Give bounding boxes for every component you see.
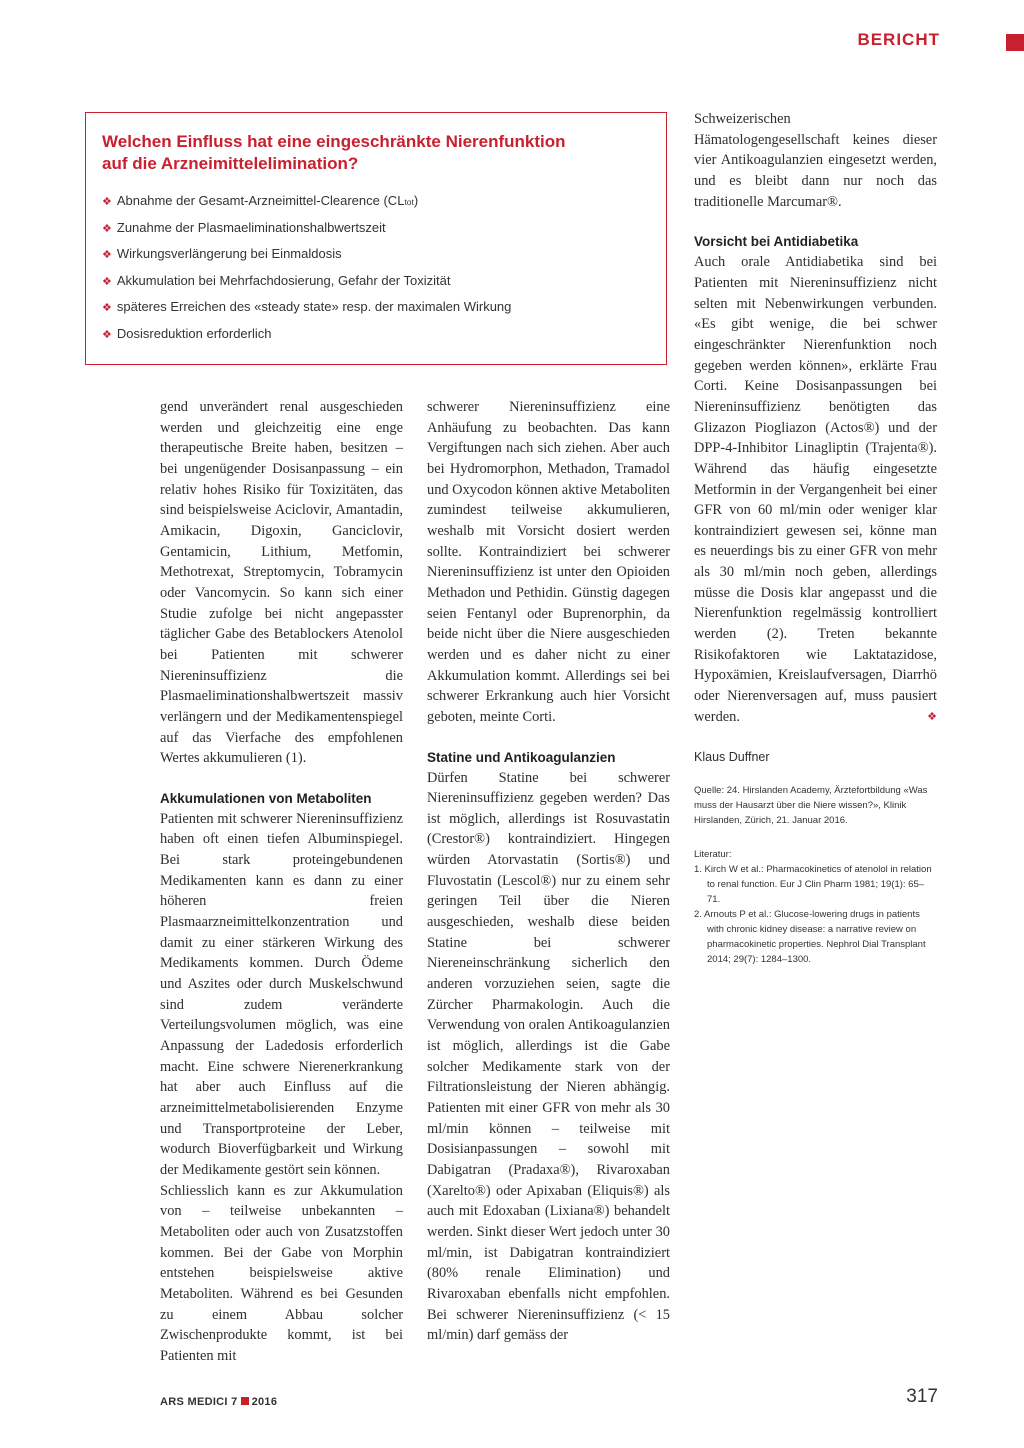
source-note: Quelle: 24. Hirslanden Academy, Ärztefortbildung «Was muss der Hausarzt über die Niere wissen?», Klinik Hirslanden, Zürich, 21. Januar 2016.: [694, 785, 928, 827]
paragraph: Patienten mit schwerer Niereninsuffizienz haben oft einen tiefen Albuminspiegel. Bei stark proteingebundenen Medikamenten kann es dann zu einer höheren freien Plasmaarzneimittelkonzentration und damit zu einer stärkeren Wirkung des Medikaments kommen. Durch Ödeme und Aszites oder durch Muskelschwund sind zudem veränderte Verteilungsvolumen möglich, was eine Anpassung der Ladedosis erforderlich macht. Eine schwere Nierenerkrankung hat aber auch Einfluss auf die arzneimittelmetabolisierenden Enzyme und Transportproteine der Leber, wodurch Bioverfügbarkeit und Wirkung der Medikamente gestört sein können.: [160, 810, 403, 1178]
paragraph: Schliesslich kann es zur Akkumulation von – teilweise unbekannten – Metaboliten oder auch von Zusatzstoffen kommen. Bei der Gabe von Morphin entstehen beispielsweise aktive Metaboliten. Während es bei Gesunden zu einem Abbau solcher Zwischenprodukte kommt, ist bei Patienten mit: [160, 1182, 403, 1364]
info-box-item: ❖ Abnahme der Gesamt-Arzneimittel-Clearence (CLtot): [102, 193, 419, 208]
literature-heading: Literatur:: [694, 849, 732, 861]
journal-year: 2016: [251, 1396, 278, 1408]
paragraph: Schweizerischen Hämatologengesellschaft keines dieser vier Antikoagulanzien eingesetzt werden, und es bleibt dann nur noch das traditionelle Marcumar®.: [694, 111, 937, 210]
subheading: Akkumulationen von Metaboliten: [160, 790, 372, 806]
info-box-item: ❖ späteres Erreichen des «steady state» resp. der maximalen Wirkung: [102, 299, 512, 314]
corner-marker: [1006, 34, 1024, 51]
info-box-item: ❖ Zunahme der Plasmaeliminationshalbwertszeit: [102, 219, 386, 235]
diamond-bullet-icon: ❖: [102, 249, 112, 261]
reference-list: [694, 862, 937, 967]
reference-item: 2. Arnouts P et al.: Glucose-lowering drugs in patients with chronic kidney disease: a narrative review on pharmacokinetic properties. Nephrol Dial Transplant 2014; 29(7): 1284–1300.: [694, 909, 926, 966]
subheading: Vorsicht bei Antidiabetika: [694, 234, 859, 250]
info-box-list: [102, 193, 650, 343]
article-column-2: [427, 397, 670, 1346]
diamond-bullet-icon: ❖: [102, 328, 112, 341]
page-number: 317: [906, 1386, 938, 1407]
paragraph: gend unverändert renal ausgeschieden werden und gleichzeitig eine enge therapeutische Breite haben, besitzen – bei ungenügender Dosisanpassung – ein relativ hohes Risiko für Toxizitäten, das sind beispielsweise Aciclovir, Amantadin, Amikacin, Digoxin, Ganciclovir, Gentamicin, Lithium, Metfomin, Methotrexat, Streptomycin, Tobramycin oder Vancomycin. So kann sich einer Studie zufolge bei nicht angepasster täglicher Gabe des Betablockers Atenolol bei Patienten mit schwerer Niereninsuffizienz die Plasmaeliminationshalbwertszeit massiv verlängern und der Medikamentenspiegel auf das Vierfache des empfohlenen Wertes akkumulieren (1).: [160, 399, 403, 767]
info-box-title-line1: Welchen Einfluss hat eine eingeschränkte Nierenfunktion: [102, 132, 566, 151]
info-box-title: [102, 131, 650, 175]
paragraph: schwerer Niereninsuffizienz eine Anhäufung zu beobachten. Das kann Vergiftungen nach sich ziehen. Aber auch bei Hydromorphon, Methadon, Tramadol und Oxycodon können aktive Metaboliten zumindest teilweise akkumulieren, weshalb mit Vorsicht dosiert werden sollte. Kontraindiziert bei schwerer Niereninsuffizienz ist unter den Opioiden Methadon und Pethidin. Günstig dagegen seien Fentanyl oder Buprenorphin, da beide nicht über die Niere ausgeschieden werden und es daher nicht zu einer Akkumulation kommt. Allerdings sei bei schwerer Erkrankung auch hier Vorsicht geboten, meinte Corti.: [427, 399, 670, 725]
diamond-bullet-icon: ❖: [102, 302, 112, 314]
paragraph: Dürfen Statine bei schwerer Niereninsuffizienz gegeben werden? Das ist möglich, allerdings ist Rosuvastatin (Crestor®) kontraindiziert. Hingegen würden Atorvastatin (Sortis®) und Fluvostatin (Lescol®) nur zu einem sehr geringen Teil über die Nieren ausgeschieden, weshalb diese beiden Statine bei schwerer Niereneinschränkung sicherlich den anderen vorzuziehen seien, sagte die Zürcher Pharmakologin. Auch die Verwendung von oralen Antikoagulanzien ist möglich, allerdings ist die Gabe solcher Medikamente stark von der Filtrationsleistung der Nieren abhängig. Patienten mit einer GFR von mehr als 30 ml/min können – teilweise mit Dosisianpassungen – sowohl mit Dabigatran (Pradaxa®), Rivaroxaban (Xarelto®) oder Apixaban (Eliquis®) als auch mit Edoxaban (Lixiana®) behandelt werden. Sinkt dieser Wert jedoch unter 30 ml/min, ist Dabigatran kontraindiziert (80% renale Elimination) und Rivaroxaban ebenfalls nicht empfohlen. Bei schwerer Niereninsuffizienz (< 15 ml/min) darf gemäss der: [427, 769, 670, 1344]
paragraph: Auch orale Antidiabetika sind bei Patienten mit Niereninsuffizienz nicht selten mit Nebenwirkungen verbunden. «Es gibt wenige, die bei schwer eingeschränkter Nierenfunktion noch gegeben werden können», erklärte Frau Corti. Keine Dosisanpassungen bei Niereninsuffizienz benötigten das Glizazon Piogliazon (Actos®) und der DPP-4-Inhibitor Linagliptin (Trajenta®). Während das häufig eingesetzte Metformin in der Vergangenheit bei einer GFR von 60 ml/min oder weniger klar kontraindiziert gewesen sei, könne man es neuerdings bis zu einer GFR von mehr als 30 ml/min noch geben, allerdings müsse die Dosis klar angepasst und die Nierenfunktion regelmässig kontrolliert werden (2). Treten bekannte Risikofaktoren wie Laktatazidose, Hypoxämien, Kreislaufversagen, Diarrhö oder Nierenversagen auf, muss pausiert werden. ❖: [694, 252, 937, 727]
info-box: [85, 112, 667, 365]
article-column-1: [160, 397, 403, 1367]
journal-name: ARS MEDICI 7: [160, 1396, 238, 1408]
reference-item: 1. Kirch W et al.: Pharmacokinetics of atenolol in relation to renal function. Eur J Clin Pharm 1981; 19(1): 65–71.: [694, 864, 932, 906]
info-box-item: ❖ Wirkungsverlängerung bei Einmaldosis: [102, 246, 342, 261]
section-label: BERICHT: [857, 30, 940, 49]
author: Klaus Duffner: [694, 750, 770, 765]
diamond-bullet-icon: ❖: [102, 275, 112, 288]
diamond-bullet-icon: ❖: [102, 196, 112, 208]
article-column-3: [694, 109, 937, 967]
info-box-item: ❖ Akkumulation bei Mehrfachdosierung, Gefahr der Toxizität: [102, 272, 451, 288]
footer-square-icon: [241, 1397, 249, 1405]
info-box-title-line2: auf die Arzneimittelelimination?: [102, 154, 359, 173]
info-box-item: ❖ Dosisreduktion erforderlich: [102, 325, 272, 341]
end-of-article-icon: ❖: [927, 710, 937, 723]
diamond-bullet-icon: ❖: [102, 222, 112, 235]
subheading: Statine und Antikoagulanzien: [427, 749, 616, 765]
footer-journal: [160, 1396, 277, 1408]
